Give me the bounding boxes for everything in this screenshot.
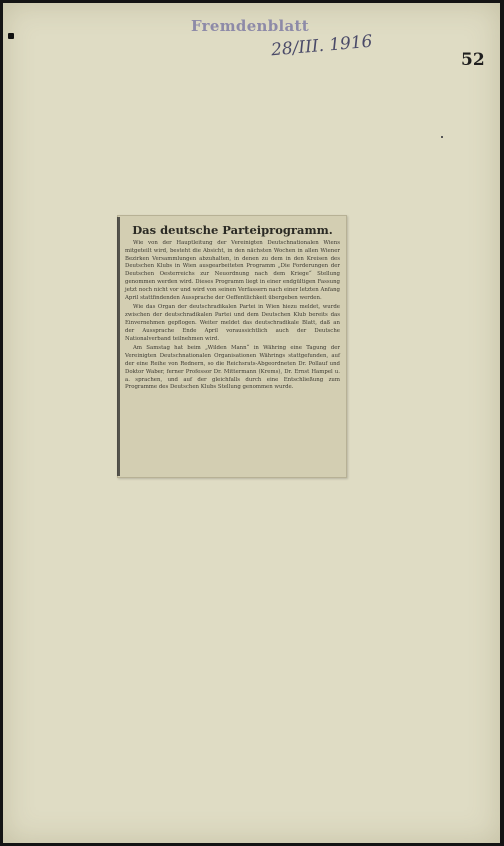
archive-page <box>3 3 500 843</box>
clipping-edge-shadow <box>117 217 120 476</box>
paper-speck <box>441 136 443 138</box>
punch-hole-mark <box>8 33 14 39</box>
article-body <box>125 240 340 392</box>
article-paragraph: Wie das Organ der deutschradikalen Partei in Wien hiezu meldet, wurde zwischen der deutschradikalen Partei und dem Deutschen Klub bereits das Einvernehmen gepflogen. Weiter meldet das deutschradikale Blatt, daß an der Aussprache Ende April voraussichtlich auch der Deutsche Nationalverband teilnehmen wird. <box>125 304 340 342</box>
article-paragraph: Wie von der Hauptleitung der Vereinigten Deutschnationalen Wiens mitgeteilt wird, besteht die Absicht, in den nächsten Wochen in allen Wiener Bezirken Versammlungen abzuhalten, in denen zu dem in den Kreisen des Deutschen Klubs in Wien ausgearbeiteten Programm „Die Forderungen der Deutschen Oesterreichs zur Neuordnung nach dem Kriege“ Stellung genommen werden wird. Dieses Programm liegt in einer endgültigen Fassung jetzt noch nicht vor und wird von seinen Verfassern nach einer letzten Anfang April stattfindenden Aussprache der Oeffentlichkeit übergeben werden. <box>125 240 340 301</box>
article-paragraph: Am Samstag hat beim „Wilden Mann“ in Währing eine Tagung der Vereinigten Deutschnationalen Organisationen Währings stattgefunden, auf der eine Reihe von Rednern, so die Reichsrats-Abgeordneten Dr. Pollauf und Doktor Waber, ferner Professor Dr. Mittermann (Krems), Dr. Ernst Hampel u. a. sprachen, und auf der gleichfalls durch eine Entschließung zum Programme des Deutschen Klubs Stellung genommen wurde. <box>125 345 340 391</box>
handwritten-date: 28/III. 1916 <box>270 31 374 61</box>
newspaper-name-stamp: Fremdenblatt <box>191 17 310 35</box>
newspaper-clipping <box>117 215 347 478</box>
article-title: Das deutsche Parteiprogramm. <box>132 223 333 237</box>
page-number: 52 <box>461 50 485 70</box>
